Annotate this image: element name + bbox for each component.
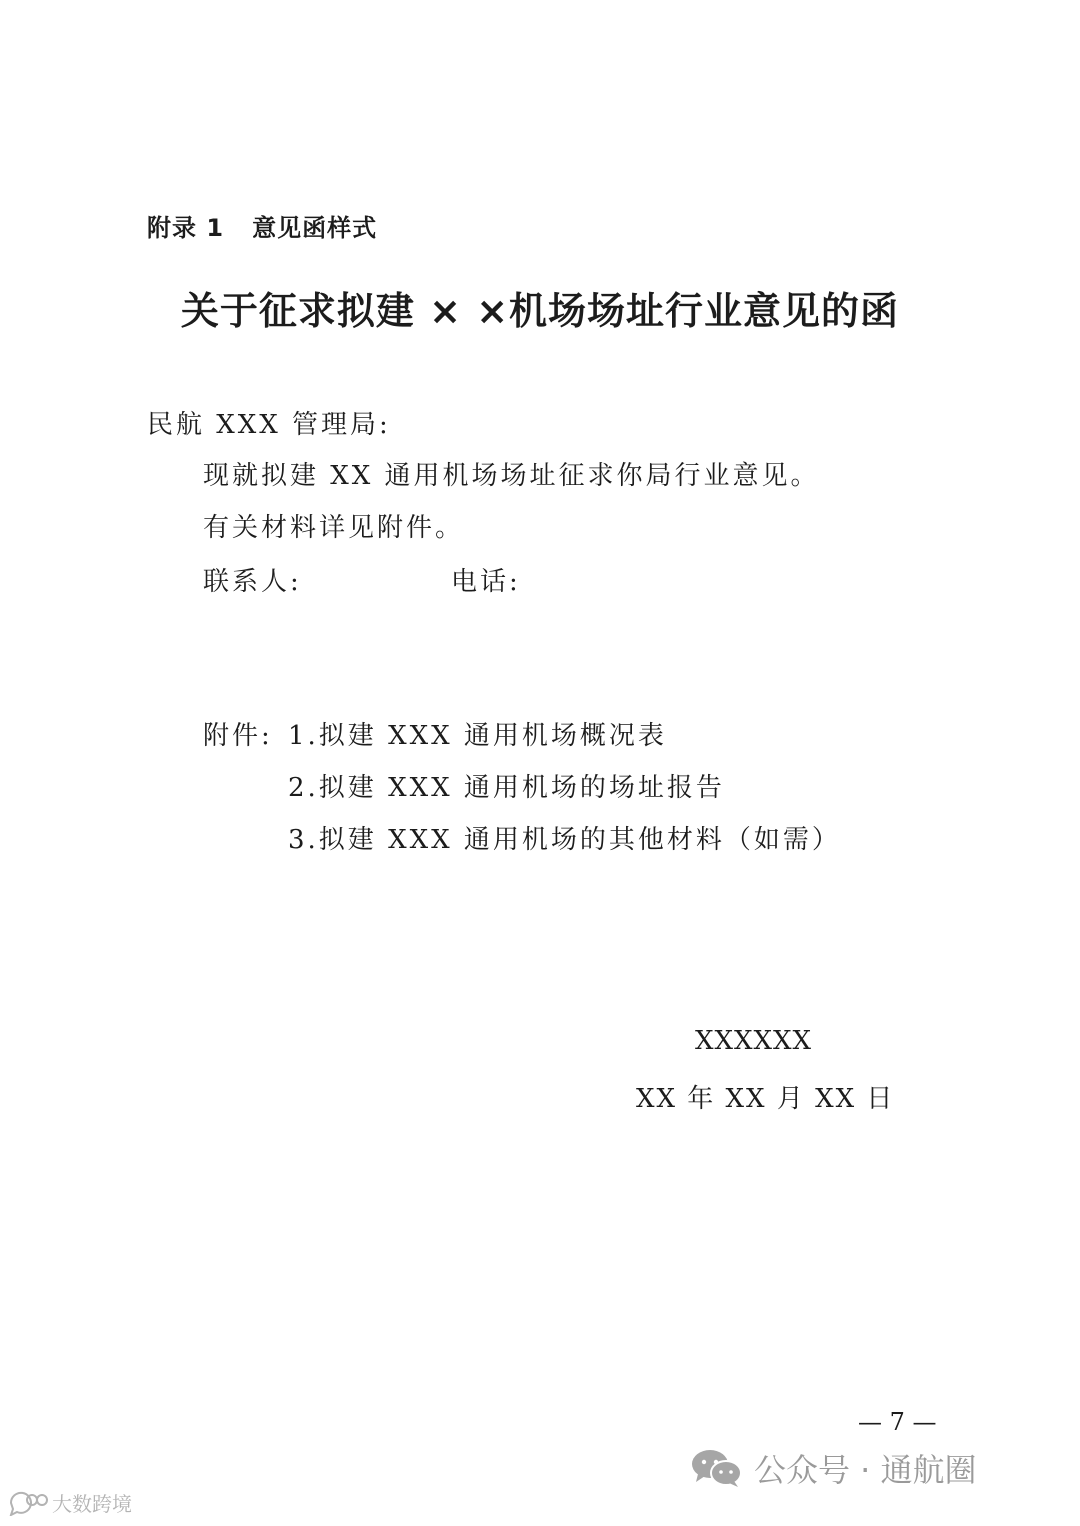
attachment-item-1: 1.拟建 XXX 通用机场概况表 (288, 721, 667, 751)
document-title: 关于征求拟建 × ×机场场址行业意见的函 (180, 289, 900, 333)
page-number: — 7 — (858, 1408, 937, 1436)
attachment-item-2: 2.拟建 XXX 通用机场的场址报告 (288, 773, 725, 803)
chat-logo-icon (8, 1490, 48, 1516)
signature-date: XX 年 XX 月 XX 日 (636, 1084, 895, 1114)
body-paragraph-1: 现就拟建 XX 通用机场场址征求你局行业意见。 (203, 461, 820, 491)
body-paragraph-2: 有关材料详见附件。 (203, 513, 465, 543)
contact-person-label: 联系人: (203, 567, 302, 597)
phone-label: 电话: (451, 567, 521, 597)
wechat-icon (688, 1448, 744, 1488)
signature-organization: XXXXXX (695, 1026, 813, 1056)
corner-watermark-text: 大数跨境 (52, 1492, 132, 1516)
appendix-label: 附录 1 意见函样式 (147, 214, 378, 242)
salutation: 民航 XXX 管理局: (147, 410, 391, 440)
wechat-watermark-text: 公众号 · 通航圈 (754, 1451, 977, 1489)
wechat-watermark (688, 1446, 977, 1490)
attachment-item-3: 3.拟建 XXX 通用机场的其他材料（如需） (288, 825, 841, 855)
corner-watermark (8, 1488, 132, 1517)
attachments-label: 附件: (203, 721, 273, 751)
